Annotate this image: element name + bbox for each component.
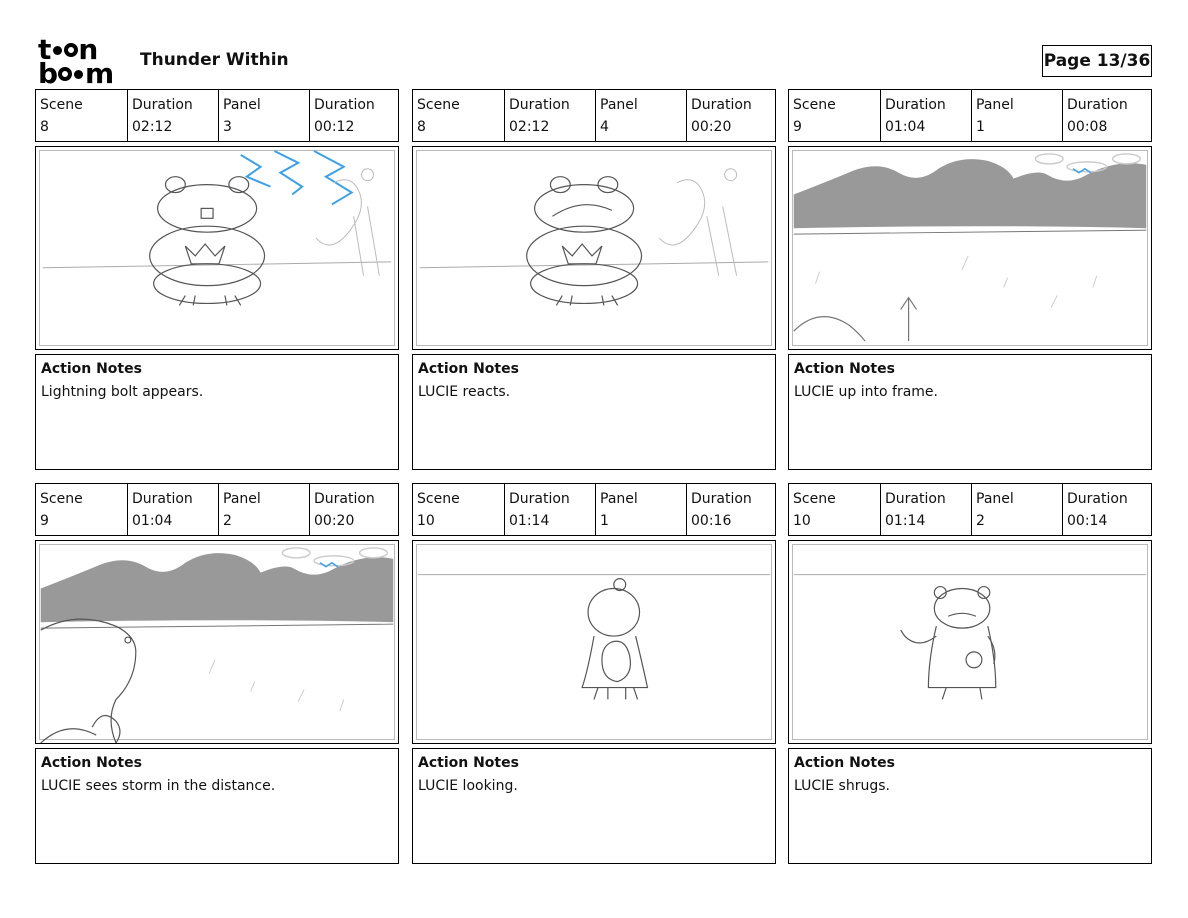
- action-notes: [788, 748, 1152, 864]
- mountains-arrow-sketch: [789, 147, 1151, 349]
- panel-duration-value: 00:16: [691, 513, 732, 529]
- logo-dot: [74, 70, 83, 79]
- scene-cell: [413, 484, 504, 535]
- logo-ring: [58, 67, 72, 81]
- scene-label: Scene: [40, 97, 83, 113]
- panel-image: [35, 540, 399, 744]
- storyboard-panel: [35, 89, 399, 470]
- panel-label: Panel: [223, 491, 261, 507]
- action-notes-text: LUCIE sees storm in the distance.: [41, 778, 276, 794]
- panel-duration-cell: [1062, 484, 1153, 535]
- panel-cell: [971, 90, 1062, 141]
- scene-cell: [36, 484, 127, 535]
- duration-label: Duration: [885, 97, 946, 113]
- action-notes-title: Action Notes: [418, 755, 519, 771]
- scene-duration-value: 02:12: [509, 119, 550, 135]
- panel-value: 2: [976, 513, 985, 529]
- panel-label: Panel: [223, 97, 261, 113]
- panel-image: [35, 146, 399, 350]
- panel-duration-cell: [309, 90, 400, 141]
- storyboard-panel: [412, 89, 776, 470]
- scene-value: 8: [40, 119, 49, 135]
- action-notes-title: Action Notes: [41, 361, 142, 377]
- toonboom-logo: [38, 33, 126, 90]
- scene-label: Scene: [417, 97, 460, 113]
- panel-label: Panel: [600, 97, 638, 113]
- panel-label: Panel: [976, 97, 1014, 113]
- panel-cell: [218, 484, 309, 535]
- panel-image: [412, 540, 776, 744]
- scene-value: 10: [793, 513, 811, 529]
- hamster-seated-lightning-sketch: [36, 147, 398, 349]
- duration-label: Duration: [509, 491, 570, 507]
- logo-letter: m: [85, 57, 115, 90]
- scene-duration-cell: [127, 90, 218, 141]
- action-notes-text: LUCIE up into frame.: [794, 384, 938, 400]
- panel-duration-value: 00:08: [1067, 119, 1108, 135]
- action-notes: [35, 748, 399, 864]
- scene-value: 9: [40, 513, 49, 529]
- action-notes-text: LUCIE shrugs.: [794, 778, 890, 794]
- duration-label: Duration: [1067, 97, 1128, 113]
- action-notes: [412, 354, 776, 470]
- scene-duration-value: 01:04: [885, 119, 926, 135]
- panel-info-table: [35, 89, 399, 142]
- scene-value: 9: [793, 119, 802, 135]
- scene-duration-value: 01:04: [132, 513, 173, 529]
- action-notes-title: Action Notes: [418, 361, 519, 377]
- document-title: Thunder Within: [140, 50, 289, 70]
- panel-cell: [595, 90, 686, 141]
- panel-cell: [971, 484, 1062, 535]
- scene-cell: [789, 90, 880, 141]
- panel-info-table: [412, 89, 776, 142]
- hamster-seated-react-sketch: [413, 147, 775, 349]
- panel-image: [788, 146, 1152, 350]
- duration-label: Duration: [885, 491, 946, 507]
- storyboard-panel: [35, 483, 399, 864]
- hamster-standing-looking-sketch: [413, 541, 775, 743]
- duration-label: Duration: [509, 97, 570, 113]
- scene-cell: [36, 90, 127, 141]
- storyboard-panel: [788, 483, 1152, 864]
- hamster-standing-shrug-sketch: [789, 541, 1151, 743]
- panel-duration-cell: [686, 484, 777, 535]
- scene-value: 10: [417, 513, 435, 529]
- logo-ring: [64, 43, 78, 57]
- panel-image: [412, 146, 776, 350]
- action-notes-text: LUCIE looking.: [418, 778, 518, 794]
- panel-duration-value: 00:14: [1067, 513, 1108, 529]
- action-notes-text: Lightning bolt appears.: [41, 384, 204, 400]
- duration-label: Duration: [691, 491, 752, 507]
- scene-label: Scene: [793, 97, 836, 113]
- panel-value: 1: [600, 513, 609, 529]
- scene-value: 8: [417, 119, 426, 135]
- action-notes-title: Action Notes: [794, 361, 895, 377]
- panel-value: 1: [976, 119, 985, 135]
- scene-label: Scene: [40, 491, 83, 507]
- action-notes: [788, 354, 1152, 470]
- action-notes-title: Action Notes: [41, 755, 142, 771]
- scene-duration-value: 02:12: [132, 119, 173, 135]
- scene-duration-cell: [880, 90, 971, 141]
- panel-duration-cell: [309, 484, 400, 535]
- scene-duration-cell: [504, 90, 595, 141]
- scene-cell: [789, 484, 880, 535]
- scene-duration-cell: [880, 484, 971, 535]
- panel-info-table: [788, 483, 1152, 536]
- scene-duration-value: 01:14: [885, 513, 926, 529]
- panel-info-table: [788, 89, 1152, 142]
- panel-value: 2: [223, 513, 232, 529]
- duration-label: Duration: [132, 97, 193, 113]
- storyboard-panel: [412, 483, 776, 864]
- action-notes: [412, 748, 776, 864]
- page-number: Page 13/36: [1042, 45, 1152, 77]
- storyboard-panel: [788, 89, 1152, 470]
- logo-letter: n: [78, 33, 99, 66]
- panel-duration-cell: [686, 90, 777, 141]
- duration-label: Duration: [314, 491, 375, 507]
- panel-label: Panel: [976, 491, 1014, 507]
- scene-duration-value: 01:14: [509, 513, 550, 529]
- panel-value: 3: [223, 119, 232, 135]
- panel-image: [788, 540, 1152, 744]
- logo-dot: [53, 46, 62, 55]
- duration-label: Duration: [691, 97, 752, 113]
- panel-cell: [218, 90, 309, 141]
- scene-label: Scene: [793, 491, 836, 507]
- scene-cell: [413, 90, 504, 141]
- panel-duration-value: 00:12: [314, 119, 355, 135]
- duration-label: Duration: [314, 97, 375, 113]
- panel-duration-cell: [1062, 90, 1153, 141]
- action-notes: [35, 354, 399, 470]
- panel-info-table: [35, 483, 399, 536]
- action-notes-text: LUCIE reacts.: [418, 384, 511, 400]
- scene-duration-cell: [127, 484, 218, 535]
- panel-value: 4: [600, 119, 609, 135]
- panel-cell: [595, 484, 686, 535]
- panel-label: Panel: [600, 491, 638, 507]
- logo-letter: t: [38, 33, 52, 66]
- action-notes-title: Action Notes: [794, 755, 895, 771]
- panel-duration-value: 00:20: [314, 513, 355, 529]
- panel-info-table: [412, 483, 776, 536]
- duration-label: Duration: [1067, 491, 1128, 507]
- logo-letter: b: [38, 57, 59, 90]
- mountains-hamster-profile-sketch: [36, 541, 398, 743]
- scene-label: Scene: [417, 491, 460, 507]
- scene-duration-cell: [504, 484, 595, 535]
- duration-label: Duration: [132, 491, 193, 507]
- panel-duration-value: 00:20: [691, 119, 732, 135]
